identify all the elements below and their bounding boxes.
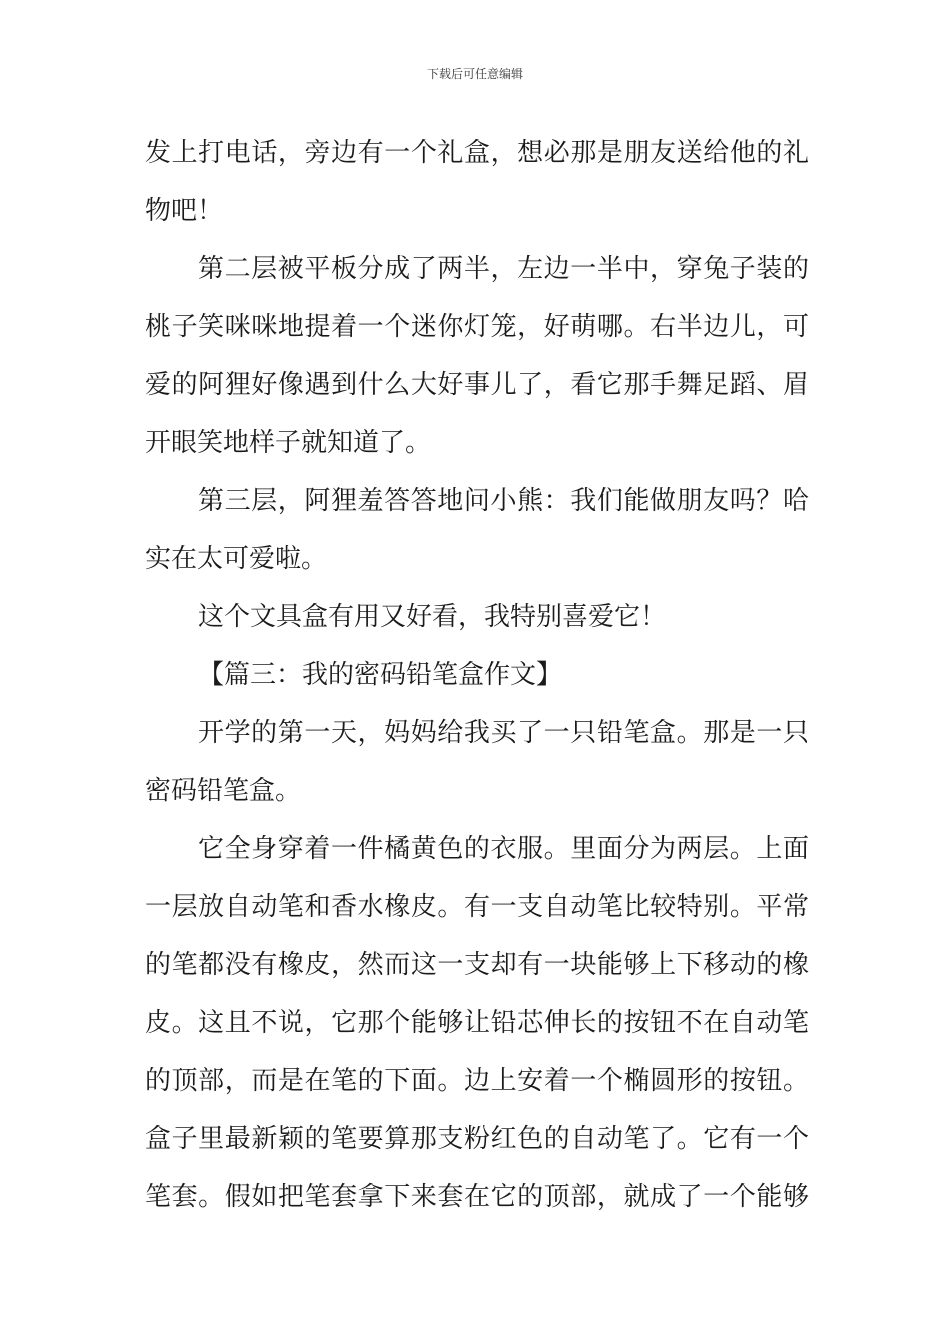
text-line: 物吧！	[145, 196, 224, 226]
text-line: 爱的阿狸好像遇到什么大好事儿了，看它那手舞足蹈、眉	[145, 370, 809, 400]
text-line: 实在太可爱啦。	[145, 544, 328, 574]
text-line: 的笔都没有橡皮，然而这一支却有一块能够上下移动的橡	[145, 950, 809, 980]
document-body	[145, 124, 809, 1226]
text-line: 密码铅笔盒。	[145, 776, 302, 806]
text-line: 开眼笑地样子就知道了。	[145, 428, 432, 458]
text-line: 第三层，阿狸羞答答地问小熊：我们能做朋友吗？哈	[198, 486, 809, 516]
text-line: 第二层被平板分成了两半，左边一半中，穿兔子装的	[198, 254, 809, 284]
text-line: 一层放自动笔和香水橡皮。有一支自动笔比较特别。平常	[145, 892, 809, 922]
text-line: 发上打电话，旁边有一个礼盒，想必那是朋友送给他的礼	[145, 138, 809, 168]
text-line: 它全身穿着一件橘黄色的衣服。里面分为两层。上面	[198, 834, 809, 864]
text-line: 开学的第一天，妈妈给我买了一只铅笔盒。那是一只	[198, 718, 809, 748]
text-line: 的顶部，而是在笔的下面。边上安着一个椭圆形的按钮。	[145, 1066, 809, 1096]
text-line: 笔套。假如把笔套拿下来套在它的顶部，就成了一个能够	[145, 1182, 809, 1212]
text-line: 桃子笑咪咪地提着一个迷你灯笼，好萌哪。右半边儿，可	[145, 312, 809, 342]
section-heading: 【篇三：我的密码铅笔盒作文】	[198, 660, 563, 690]
text-line: 盒子里最新颖的笔要算那支粉红色的自动笔了。它有一个	[145, 1124, 809, 1154]
page-header: 下载后可任意编辑	[426, 67, 523, 81]
text-line: 皮。这且不说，它那个能够让铅芯伸长的按钮不在自动笔	[145, 1008, 809, 1038]
text-line: 这个文具盒有用又好看，我特别喜爱它！	[198, 602, 667, 632]
